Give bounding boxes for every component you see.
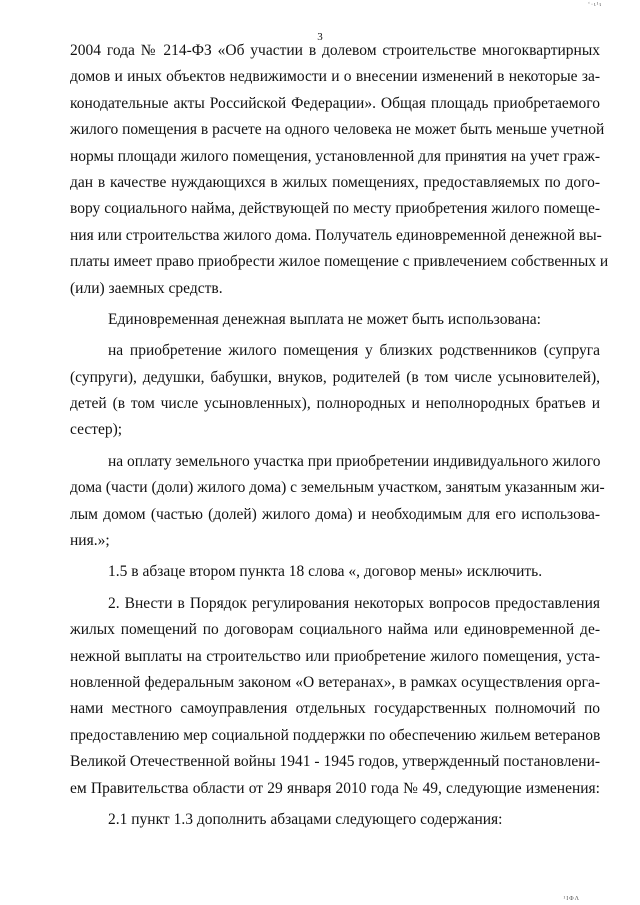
text-line: предоставлению мер социальной поддержки по обеспечению жильем ветеранов xyxy=(70,726,601,744)
text-line: (супруги), дедушки, бабушки, внуков, родителей (в том числе усыновителей), xyxy=(70,368,600,386)
text-line: нами местного самоуправления отдельных государственных полномочий по xyxy=(70,700,600,718)
paragraph-start: 2.1 пункт 1.3 дополнить абзацами следующего содержания: xyxy=(108,810,503,828)
text-line: конодательные акты Российской Федерации». Общая площадь приобретаемого xyxy=(70,94,600,112)
text-line: платы имеет право приобрести жилое помещение с привлечением собственных и xyxy=(70,253,609,271)
text-line: Великой Отечественной войны 1941 - 1945 годов, утвержденный постановлени- xyxy=(70,753,601,771)
text-line: нормы площади жилого помещения, установленной для принятия на учет граж- xyxy=(70,147,600,165)
text-line: новленной федеральным законом «О ветеранах», в рамках осуществления орга- xyxy=(70,673,600,691)
page-number: 3 xyxy=(317,31,323,43)
text-line: ния или строительства жилого дома. Получатель единовременной денежной вы- xyxy=(70,226,602,244)
paragraph-start: Единовременная денежная выплата не может быть использована: xyxy=(108,310,541,328)
text-line: дома (части (доли) жилого дома) с земельным участком, занятым указанным жи- xyxy=(70,479,605,497)
paragraph-start: 2. Внести в Порядок регулирования некоторых вопросов предоставления xyxy=(108,594,600,612)
paragraph-start: на приобретение жилого помещения у близких родственников (супруга xyxy=(108,342,600,360)
scan-mark-bottom: ¹ΙΦΛ xyxy=(563,896,580,902)
text-line: дан в качестве нуждающихся в жилых помещениях, предоставляемых по дого- xyxy=(70,173,600,191)
text-line: жилого помещения в расчете на одного человека не может быть меньше учетной xyxy=(70,121,605,139)
paragraph-start: на оплату земельного участка при приобретении индивидуального жилого xyxy=(108,452,601,470)
text-line: детей (в том числе усыновленных), полнородных и неполнородных братьев и xyxy=(70,395,600,413)
text-line: (или) заемных средств. xyxy=(70,279,223,297)
text-line: жилых помещений по договорам социального найма или единовременной де- xyxy=(70,621,600,639)
text-line: ем Правительства области от 29 января 2010 года № 49, следующие изменения: xyxy=(70,779,600,797)
text-line: сестер); xyxy=(70,421,123,439)
text-line: нежной выплаты на строительство или приобретение жилого помещения, уста- xyxy=(70,647,600,665)
document-body xyxy=(70,38,609,833)
paragraph-start: 1.5 в абзаце втором пункта 18 слова «, договор мены» исключить. xyxy=(108,563,543,581)
text-line: 2004 года № 214-ФЗ «Об участии в долевом строительстве многоквартирных xyxy=(70,42,600,59)
text-line: домов и иных объектов недвижимости и о внесении изменений в некоторые за- xyxy=(70,68,600,86)
text-line: вору социального найма, действующей по месту приобретения жилого помеще- xyxy=(70,200,600,218)
text-line: лым домом (частью (долей) жилого дома) и необходимым для его использова- xyxy=(70,505,600,523)
scan-mark-top: ‘·ι¹ι xyxy=(587,2,602,8)
text-line: ния.»; xyxy=(70,532,110,550)
